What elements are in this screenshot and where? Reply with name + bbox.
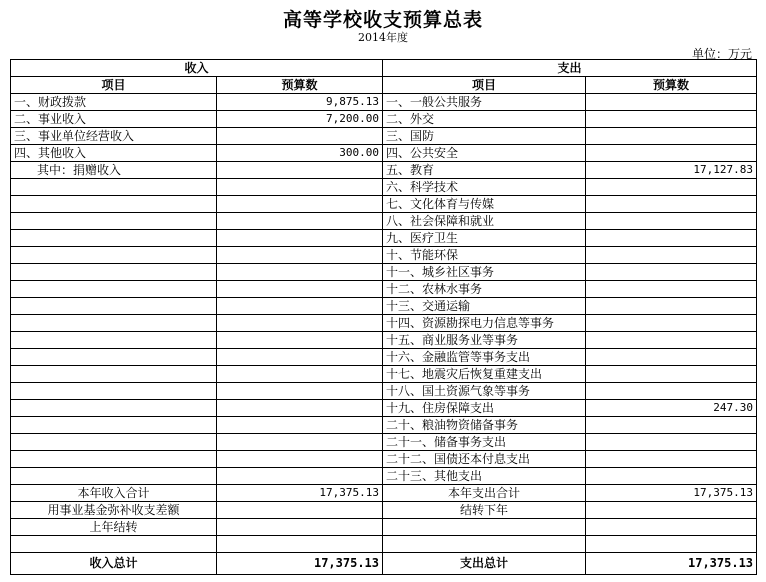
- page-title: 高等学校收支预算总表: [282, 9, 483, 31]
- income-value-cell: 7,200.00: [217, 111, 383, 128]
- income-value-cell: [217, 451, 383, 468]
- expense-item-cell: 十二、农林水事务: [383, 281, 586, 298]
- table-row: [11, 162, 757, 179]
- summary-expense-label: 本年支出合计: [383, 485, 586, 502]
- summary-expense-label: [383, 519, 586, 536]
- summary-income-label: 本年收入合计: [11, 485, 217, 502]
- table-row: [11, 417, 757, 434]
- summary-row: [11, 519, 757, 536]
- income-value-cell: [217, 468, 383, 485]
- expense-value-cell: [586, 383, 757, 400]
- expense-value-cell: [586, 366, 757, 383]
- expense-item-cell: 五、教育: [383, 162, 586, 179]
- column-header-row: [11, 77, 757, 94]
- income-item-cell: 四、其他收入: [11, 145, 217, 162]
- table-row: [11, 213, 757, 230]
- income-section-header: 收入: [11, 60, 383, 77]
- table-row: [11, 281, 757, 298]
- income-value-cell: [217, 213, 383, 230]
- expense-value-cell: [586, 349, 757, 366]
- income-value-cell: [217, 315, 383, 332]
- income-item-cell: [11, 281, 217, 298]
- expense-item-cell: 十九、住房保障支出: [383, 400, 586, 417]
- table-row: [11, 349, 757, 366]
- expense-value-cell: 247.30: [586, 400, 757, 417]
- income-budget-header: 预算数: [217, 77, 383, 94]
- income-item-cell: [11, 451, 217, 468]
- expense-item-header: 项目: [383, 77, 586, 94]
- income-value-cell: [217, 366, 383, 383]
- table-row: [11, 332, 757, 349]
- income-value-cell: [217, 400, 383, 417]
- expense-item-cell: 三、国防: [383, 128, 586, 145]
- expense-value-cell: [586, 94, 757, 111]
- expense-budget-header: 预算数: [586, 77, 757, 94]
- income-item-cell: [11, 196, 217, 213]
- expense-value-cell: [586, 213, 757, 230]
- table-row: [11, 315, 757, 332]
- expense-item-cell: 二十一、储备事务支出: [383, 434, 586, 451]
- income-item-cell: [11, 366, 217, 383]
- income-item-cell: [11, 298, 217, 315]
- income-value-cell: [217, 349, 383, 366]
- table-row: [11, 366, 757, 383]
- summary-row: [11, 485, 757, 502]
- section-header-row: [11, 60, 757, 77]
- income-value-cell: [217, 434, 383, 451]
- income-item-cell: [11, 417, 217, 434]
- budget-table: [10, 59, 757, 575]
- expense-value-cell: [586, 332, 757, 349]
- expense-total-value: 17,375.13: [586, 553, 757, 575]
- table-row: [11, 145, 757, 162]
- expense-value-cell: [586, 128, 757, 145]
- income-value-cell: [217, 247, 383, 264]
- income-item-cell: [11, 383, 217, 400]
- income-value-cell: [217, 230, 383, 247]
- income-total-value: 17,375.13: [217, 553, 383, 575]
- expense-item-cell: 二十、粮油物资储备事务: [383, 417, 586, 434]
- income-item-cell: [11, 434, 217, 451]
- summary-expense-value: [586, 536, 757, 553]
- year-label: 2014年度: [358, 31, 408, 44]
- income-value-cell: [217, 298, 383, 315]
- table-row: [11, 264, 757, 281]
- summary-income-label: 用事业基金弥补收支差额: [11, 502, 217, 519]
- expense-item-cell: 十一、城乡社区事务: [383, 264, 586, 281]
- table-row: [11, 383, 757, 400]
- expense-value-cell: [586, 145, 757, 162]
- income-item-cell: [11, 315, 217, 332]
- income-item-cell: [11, 349, 217, 366]
- expense-value-cell: [586, 196, 757, 213]
- unit-label: 单位：万元: [691, 47, 752, 61]
- summary-expense-value: 17,375.13: [586, 485, 757, 502]
- expense-value-cell: [586, 451, 757, 468]
- table-row: [11, 94, 757, 111]
- income-value-cell: [217, 383, 383, 400]
- expense-value-cell: [586, 264, 757, 281]
- income-item-cell: [11, 468, 217, 485]
- income-value-cell: [217, 179, 383, 196]
- expense-item-cell: 十六、金融监管等事务支出: [383, 349, 586, 366]
- expense-value-cell: [586, 468, 757, 485]
- expense-item-cell: 十四、资源勘探电力信息等事务: [383, 315, 586, 332]
- expense-total-label: 支出总计: [383, 553, 586, 575]
- table-row: [11, 196, 757, 213]
- table-row: [11, 451, 757, 468]
- income-total-label: 收入总计: [11, 553, 217, 575]
- summary-expense-value: [586, 519, 757, 536]
- income-item-cell: [11, 213, 217, 230]
- table-row: [11, 468, 757, 485]
- expense-item-cell: 一、一般公共服务: [383, 94, 586, 111]
- expense-value-cell: [586, 230, 757, 247]
- income-value-cell: [217, 128, 383, 145]
- income-value-cell: 9,875.13: [217, 94, 383, 111]
- summary-income-value: 17,375.13: [217, 485, 383, 502]
- expense-item-cell: 四、公共安全: [383, 145, 586, 162]
- expense-item-cell: 二十三、其他支出: [383, 468, 586, 485]
- summary-income-label: [11, 536, 217, 553]
- summary-expense-value: [586, 502, 757, 519]
- expense-item-cell: 十八、国土资源气象等事务: [383, 383, 586, 400]
- table-row: [11, 128, 757, 145]
- table-row: [11, 298, 757, 315]
- summary-row: [11, 502, 757, 519]
- table-row: [11, 111, 757, 128]
- summary-expense-label: [383, 536, 586, 553]
- income-value-cell: 300.00: [217, 145, 383, 162]
- expense-item-cell: 十五、商业服务业等事务: [383, 332, 586, 349]
- summary-row: [11, 536, 757, 553]
- table-row: [11, 247, 757, 264]
- income-value-cell: [217, 332, 383, 349]
- expense-item-cell: 六、科学技术: [383, 179, 586, 196]
- income-item-cell: [11, 179, 217, 196]
- expense-item-cell: 十三、交通运输: [383, 298, 586, 315]
- expense-item-cell: 十七、地震灾后恢复重建支出: [383, 366, 586, 383]
- income-value-cell: [217, 264, 383, 281]
- expense-value-cell: [586, 179, 757, 196]
- expense-value-cell: [586, 417, 757, 434]
- summary-income-value: [217, 502, 383, 519]
- expense-item-cell: 二、外交: [383, 111, 586, 128]
- expense-value-cell: [586, 315, 757, 332]
- income-item-cell: [11, 247, 217, 264]
- income-item-cell: [11, 264, 217, 281]
- table-row: [11, 434, 757, 451]
- totals-row: [11, 553, 757, 575]
- table-row: [11, 230, 757, 247]
- expense-value-cell: [586, 111, 757, 128]
- expense-item-cell: 二十二、国债还本付息支出: [383, 451, 586, 468]
- expense-item-cell: 十、节能环保: [383, 247, 586, 264]
- income-item-cell: 一、财政拨款: [11, 94, 217, 111]
- income-value-cell: [217, 417, 383, 434]
- income-value-cell: [217, 162, 383, 179]
- expense-value-cell: [586, 247, 757, 264]
- expense-value-cell: [586, 298, 757, 315]
- expense-value-cell: [586, 434, 757, 451]
- expense-item-cell: 八、社会保障和就业: [383, 213, 586, 230]
- expense-item-cell: 九、医疗卫生: [383, 230, 586, 247]
- table-row: [11, 179, 757, 196]
- income-item-cell: 三、事业单位经营收入: [11, 128, 217, 145]
- income-item-cell: [11, 332, 217, 349]
- expense-section-header: 支出: [383, 60, 757, 77]
- expense-value-cell: [586, 281, 757, 298]
- summary-income-label: 上年结转: [11, 519, 217, 536]
- expense-item-cell: 七、文化体育与传媒: [383, 196, 586, 213]
- income-value-cell: [217, 281, 383, 298]
- summary-income-value: [217, 536, 383, 553]
- income-value-cell: [217, 196, 383, 213]
- income-item-cell: 二、事业收入: [11, 111, 217, 128]
- income-item-header: 项目: [11, 77, 217, 94]
- summary-income-value: [217, 519, 383, 536]
- income-item-cell: 其中：捐赠收入: [11, 162, 217, 179]
- income-item-cell: [11, 230, 217, 247]
- summary-expense-label: 结转下年: [383, 502, 586, 519]
- income-item-cell: [11, 400, 217, 417]
- table-row: [11, 400, 757, 417]
- expense-value-cell: 17,127.83: [586, 162, 757, 179]
